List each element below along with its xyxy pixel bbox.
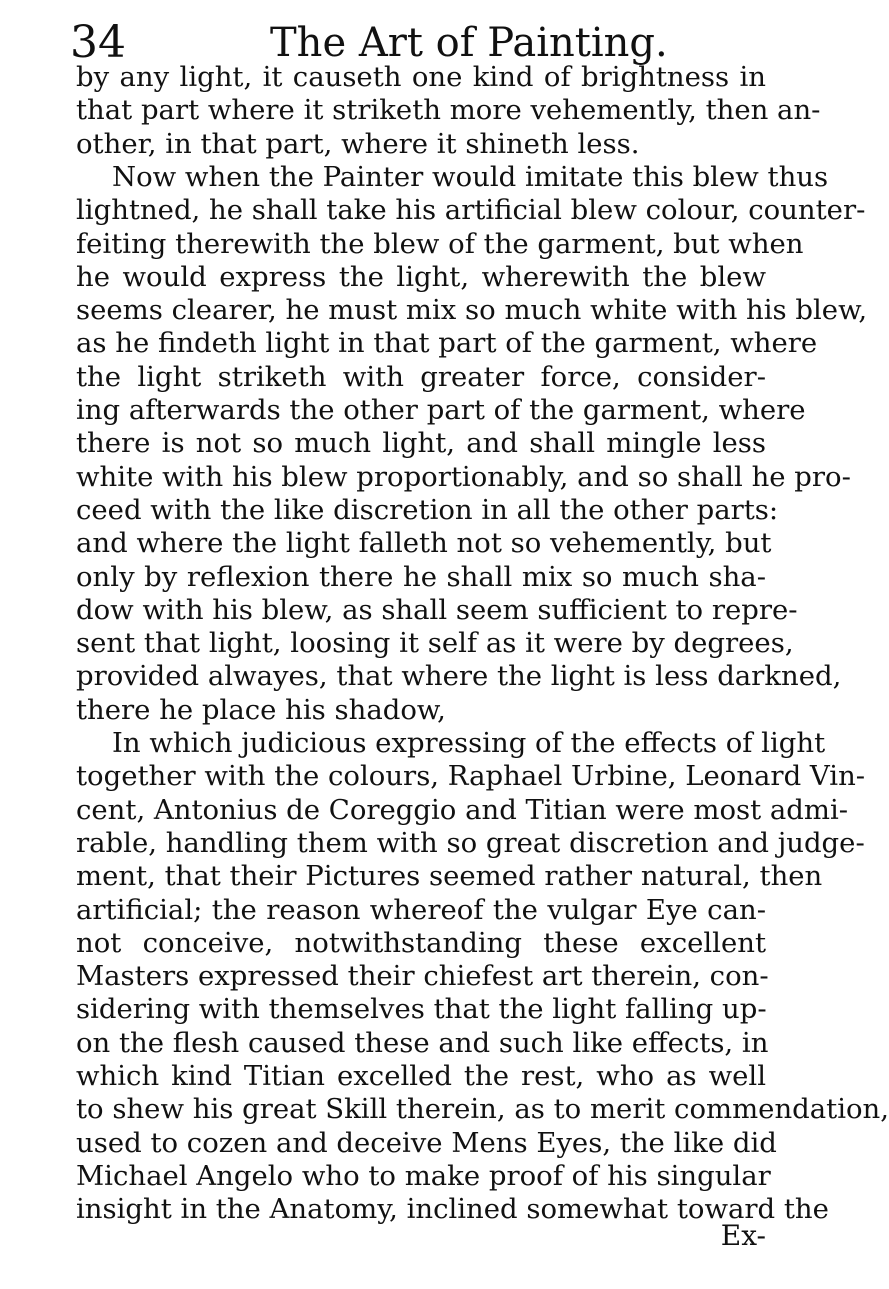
text-line: Michael Angelo who to make proof of his singular (76, 1159, 771, 1192)
text-line: insight in the Anatomy, inclined somewhat toward the (76, 1193, 829, 1226)
text-line: on the flesh caused these and such like effects, in (76, 1026, 769, 1059)
text-line: Now when the Painter would imitate this blew thus (112, 160, 829, 193)
text-line: artificial; the reason whereof the vulgar Eye can- (76, 893, 766, 926)
text-line: provided alwayes, that where the light is less darkned, (76, 660, 842, 693)
text-line: by any light, it causeth one kind of brightness in (76, 61, 766, 93)
text-line: dow with his blew, as shall seem sufficient to repre- (76, 593, 798, 626)
text-line: cent, Antonius de Coreggio and Titian were most admi- (76, 793, 849, 826)
text-line: ment, that their Pictures seemed rather natural, then (76, 860, 823, 893)
text-line: not conceive, notwithstanding these excellent (76, 926, 766, 959)
text-line: rable, handling them with so great discretion and judge- (76, 826, 865, 859)
text-line: feiting therewith the blew of the garment, but when (76, 227, 804, 260)
text-line: that part where it striketh more vehemently, then an- (76, 94, 821, 127)
text-line: In which judicious expressing of the effects of light (112, 727, 826, 759)
text-line: sent that light, loosing it self as it were by degrees, (76, 627, 794, 660)
text-line: together with the colours, Raphael Urbine, Leonard Vin- (76, 760, 866, 793)
catchword: Ex- (720, 1219, 766, 1252)
text-line: Masters expressed their chiefest art therein, con- (76, 960, 769, 993)
text-line: only by reflexion there he shall mix so much sha- (76, 560, 766, 593)
text-line: white with his blew proportionably, and so shall he pro- (76, 460, 851, 493)
text-line: there is not so much light, and shall mingle less (76, 427, 766, 460)
text-line: the light striketh with greater force, consider- (76, 360, 766, 393)
text-line: ing afterwards the other part of the garment, where (76, 394, 806, 426)
text-line: there he place his shadow, (76, 693, 446, 726)
text-line: which kind Titian excelled the rest, who as well (76, 1060, 766, 1092)
text-line: and where the light falleth not so vehemently, but (76, 527, 772, 560)
text-line: lightned, he shall take his artificial blew colour, counter- (76, 194, 866, 227)
text-line: sidering with themselves that the light falling up- (76, 993, 767, 1026)
text-line: other, in that part, where it shineth less. (76, 127, 640, 160)
page-number: 34 (70, 17, 126, 68)
text-line: used to cozen and deceive Mens Eyes, the like did (76, 1126, 777, 1159)
text-line: he would express the light, wherewith the blew (76, 260, 766, 293)
text-line: as he findeth light in that part of the garment, where (76, 327, 818, 360)
text-line: seems clearer, he must mix so much white with his blew, (76, 294, 868, 327)
text-line: ceed with the like discretion in all the other parts: (76, 493, 779, 526)
running-title: The Art of Painting. (270, 20, 668, 66)
text-line: to shew his great Skill therein, as to merit commendation, (76, 1093, 889, 1126)
